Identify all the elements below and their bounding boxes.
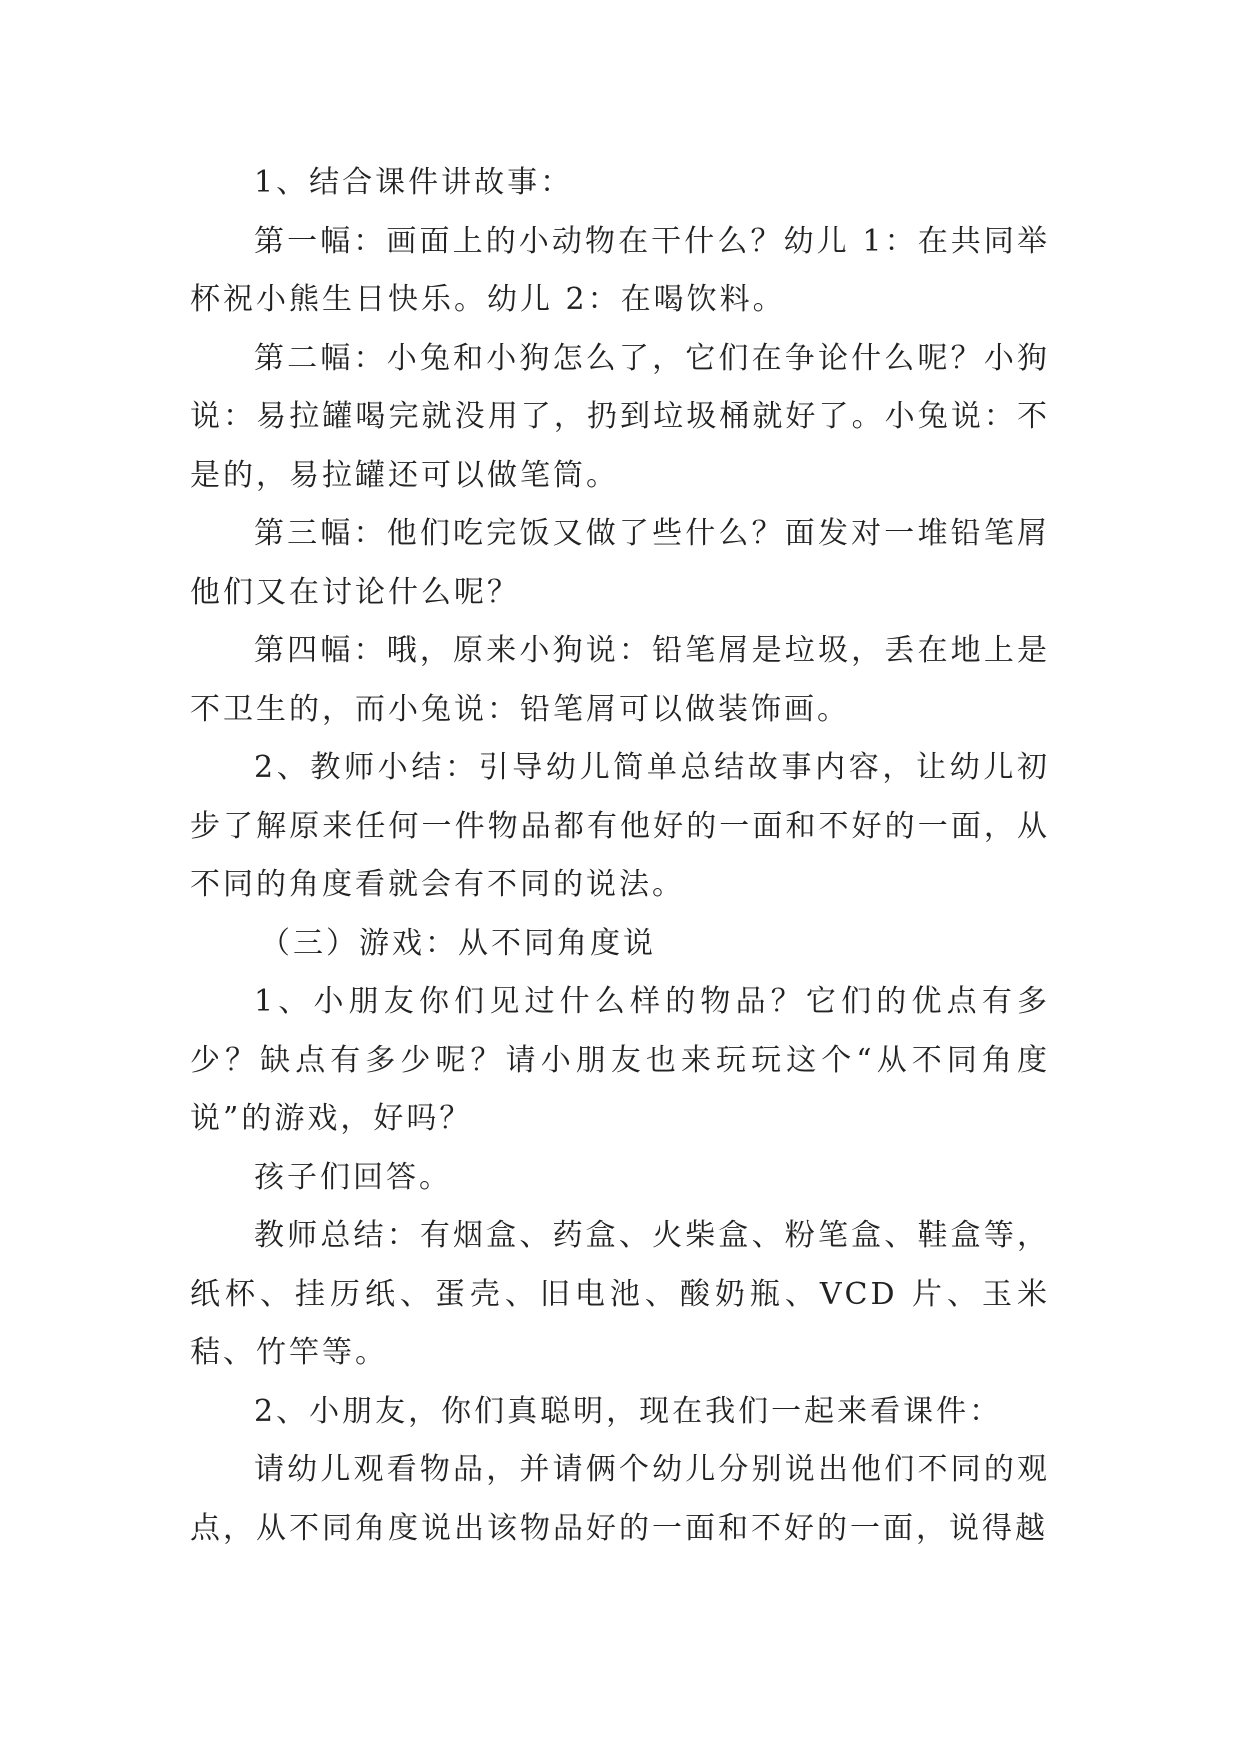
- paragraph-game-question: 1、小朋友你们见过什么样的物品？它们的优点有多少？缺点有多少呢？请小朋友也来玩玩这个“从不同角度说”的游戏，好吗？: [190, 984, 1050, 1136]
- paragraph-teacher-summary: 2、教师小结：引导幼儿简单总结故事内容，让幼儿初步了解原来任何一件物品都有他好的一面和不好的一面，从不同的角度看就会有不同的说法。: [190, 750, 1050, 902]
- paragraph-children-answer: 孩子们回答。: [254, 1159, 452, 1195]
- paragraph-teacher-conclusion: 教师总结：有烟盒、药盒、火柴盒、粉笔盒、鞋盒等，纸杯、挂历纸、蛋壳、旧电池、酸奶瓶、VCD 片、玉米秸、竹竿等。: [190, 1218, 1050, 1370]
- section-heading-game: （三）游戏：从不同角度说: [260, 925, 656, 961]
- document-body: [190, 154, 1050, 1558]
- paragraph-view-courseware: 2、小朋友，你们真聪明，现在我们一起来看课件：: [254, 1393, 1003, 1429]
- paragraph-picture-three: 第三幅：他们吃完饭又做了些什么？面发对一堆铅笔屑他们又在讨论什么呢？: [190, 516, 1050, 610]
- paragraph-picture-four: 第四幅：哦，原来小狗说：铅笔屑是垃圾，丢在地上是不卫生的，而小兔说：铅笔屑可以做装饰画。: [190, 633, 1050, 727]
- paragraph-picture-two: 第二幅：小兔和小狗怎么了，它们在争论什么呢？小狗说：易拉罐喝完就没用了，扔到垃圾桶就好了。小兔说：不是的，易拉罐还可以做笔筒。: [190, 340, 1050, 493]
- paragraph-story-intro: 1、结合课件讲故事：: [254, 165, 574, 200]
- paragraph-picture-one: 第一幅：画面上的小动物在干什么？幼儿 1：在共同举杯祝小熊生日快乐。幼儿 2：在喝饮料。: [190, 223, 1050, 317]
- paragraph-observe-items: 请幼儿观看物品，并请俩个幼儿分别说出他们不同的观点，从不同角度说出该物品好的一面和不好的一面，说得越: [190, 1452, 1050, 1546]
